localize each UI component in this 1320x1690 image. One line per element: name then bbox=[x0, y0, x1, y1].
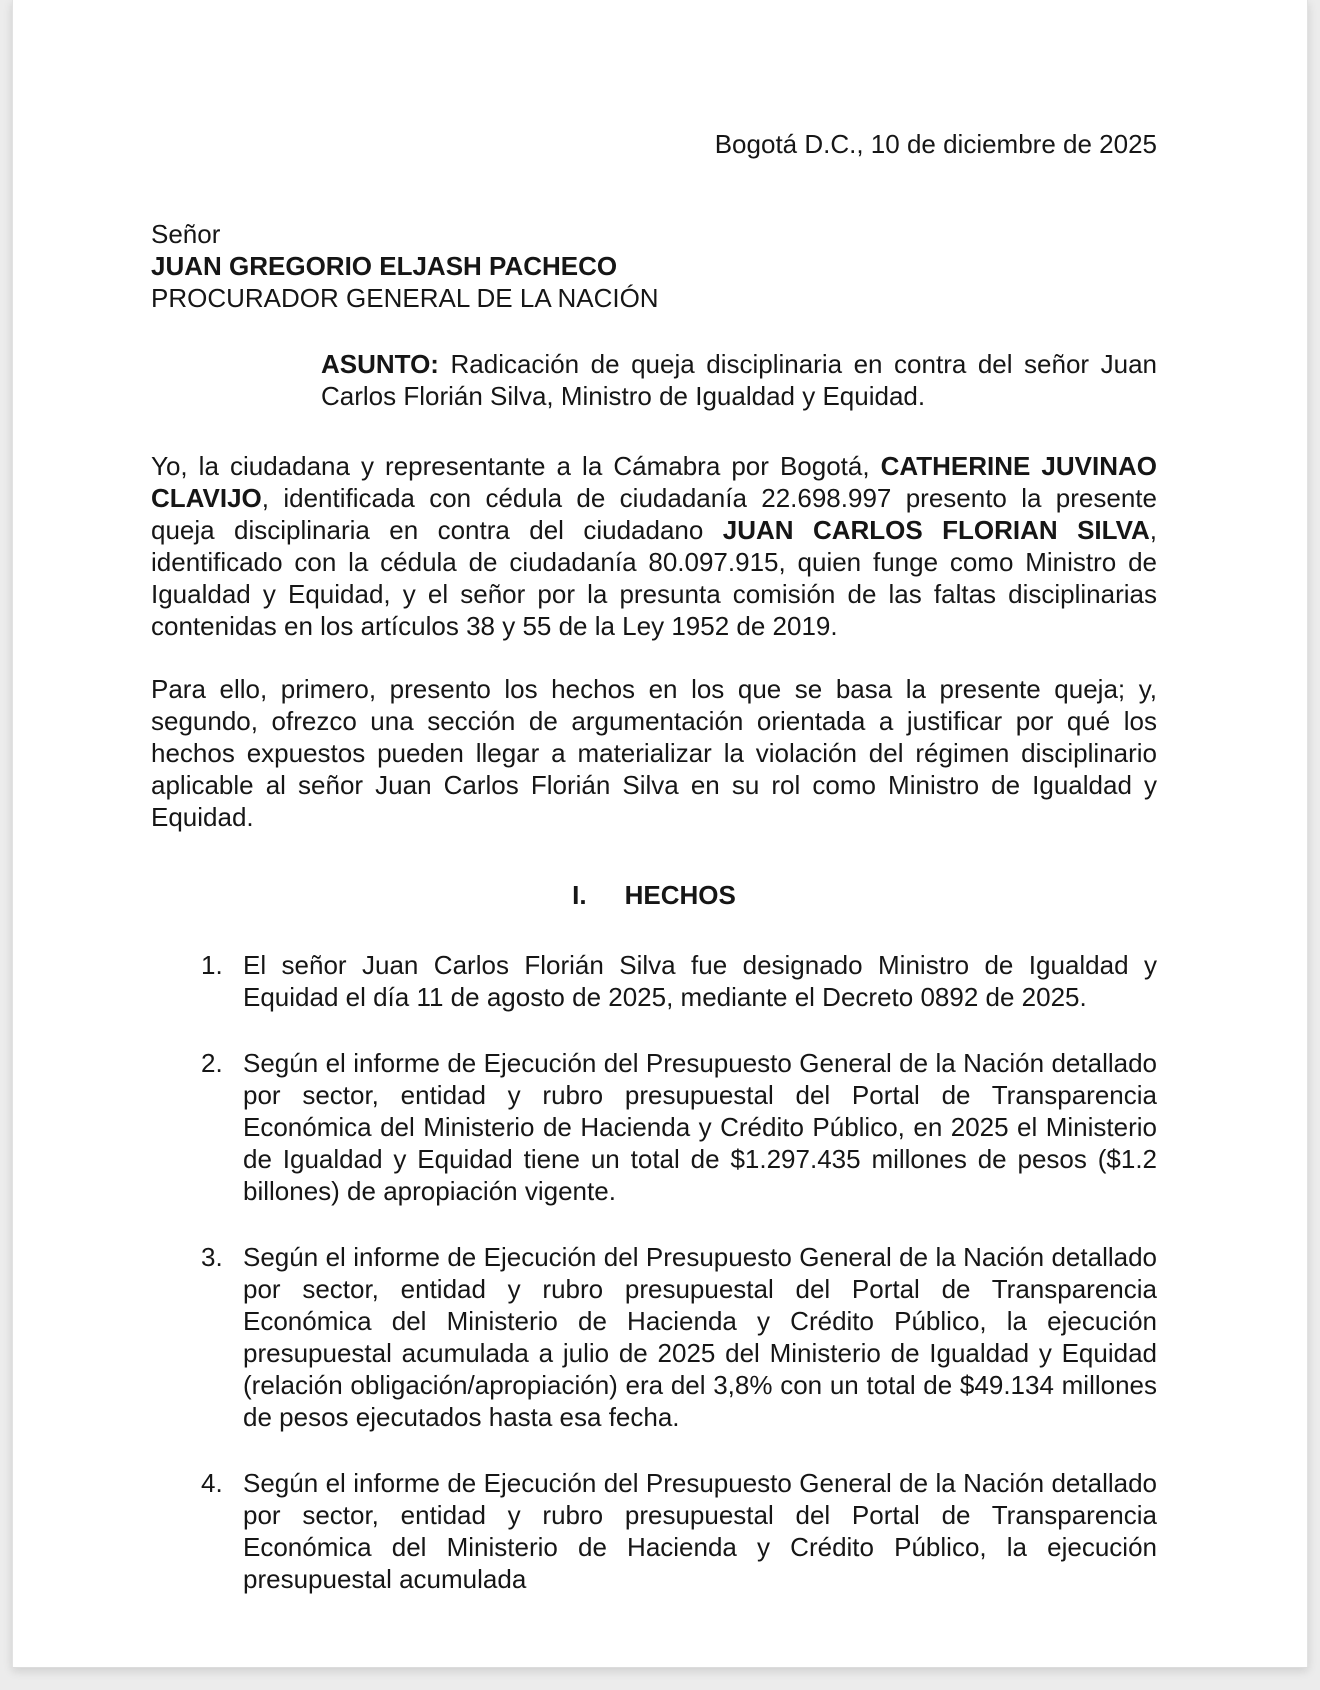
date-line: Bogotá D.C., 10 de diciembre de 2025 bbox=[714, 129, 1157, 159]
hecho-text: Según el informe de Ejecución del Presupuesto General de la Nación detallado por sector, entidad y rubro presupuestal del Portal de Transparencia Económica del Ministerio de Hacienda y Crédito Público, la ejecución presupuestal acumulada a julio de 2025 del Ministerio de Igualdad y Equidad (relación obligación/apropiación) era del 3,8% con un total de $49.134 millones de pesos ejecutados hasta esa fecha. bbox=[243, 1242, 1157, 1432]
complainant-name: CATHERINE JUVINAO CLAVIJO bbox=[151, 451, 1158, 513]
recipient-name: JUAN GREGORIO ELJASH PACHECO bbox=[151, 251, 618, 281]
subject-paragraph bbox=[321, 348, 1157, 412]
hechos-list bbox=[151, 949, 1157, 1595]
section-heading bbox=[151, 879, 1157, 911]
recipient-title: PROCURADOR GENERAL DE LA NACIÓN bbox=[151, 283, 659, 313]
hecho-number: 3. bbox=[201, 1242, 223, 1272]
hecho-text: Según el informe de Ejecución del Presupuesto General de la Nación detallado por sector, entidad y rubro presupuestal del Portal de Transparencia Económica del Ministerio de Hacienda y Crédito Público, en 2025 el Ministerio de Igualdad y Equidad tiene un total de $1.297.435 millones de pesos ($1.2 billones) de apropiación vigente. bbox=[243, 1048, 1157, 1206]
subject-text: Radicación de queja disciplinaria en contra del señor Juan Carlos Florián Silva, Ministro de Igualdad y Equidad. bbox=[321, 349, 1157, 411]
recipient-block bbox=[151, 218, 1157, 314]
hecho-number: 4. bbox=[201, 1468, 223, 1498]
intro-paragraph bbox=[151, 450, 1157, 642]
subject-label: ASUNTO: bbox=[321, 349, 439, 379]
intro-part-2: , identificada con cédula de ciudadanía 22.698.997 presento la presente queja disciplinaria en contra del ciudadano bbox=[151, 483, 1157, 545]
hecho-number: 2. bbox=[201, 1048, 223, 1078]
section-title: HECHOS bbox=[624, 880, 736, 910]
accused-name: JUAN CARLOS FLORIAN SILVA bbox=[722, 515, 1150, 545]
document-page bbox=[12, 0, 1308, 1668]
intro-part-1: Yo, la ciudadana y representante a la Cámabra por Bogotá, bbox=[151, 451, 881, 481]
recipient-salutation: Señor bbox=[151, 219, 221, 249]
hecho-item-3 bbox=[151, 1241, 1157, 1433]
hecho-item-4 bbox=[151, 1467, 1157, 1595]
hecho-text: Según el informe de Ejecución del Presupuesto General de la Nación detallado por sector, entidad y rubro presupuestal del Portal de Transparencia Económica del Ministerio de Hacienda y Crédito Público, la ejecución presupuestal acumulada bbox=[243, 1468, 1157, 1594]
hecho-number: 1. bbox=[201, 950, 223, 980]
hecho-item-1 bbox=[151, 949, 1157, 1013]
hecho-text: El señor Juan Carlos Florián Silva fue designado Ministro de Igualdad y Equidad el día 11 de agosto de 2025, mediante el Decreto 0892 de 2025. bbox=[243, 950, 1157, 1012]
purpose-paragraph: Para ello, primero, presento los hechos en los que se basa la presente queja; y, segundo, ofrezco una sección de argumentación orientada a justificar por qué los hechos expuestos pueden llegar a materializar la violación del régimen disciplinario aplicable al señor Juan Carlos Florián Silva en su rol como Ministro de Igualdad y Equidad. bbox=[151, 674, 1157, 832]
intro-part-3: , identificado con la cédula de ciudadanía 80.097.915, quien funge como Ministro de Igualdad y Equidad, y el señor por la presunta comisión de las faltas disciplinarias contenidas en los artículos 38 y 55 de la Ley 1952 de 2019. bbox=[151, 515, 1158, 641]
hecho-item-2 bbox=[151, 1047, 1157, 1207]
section-numeral: I. bbox=[572, 880, 587, 910]
